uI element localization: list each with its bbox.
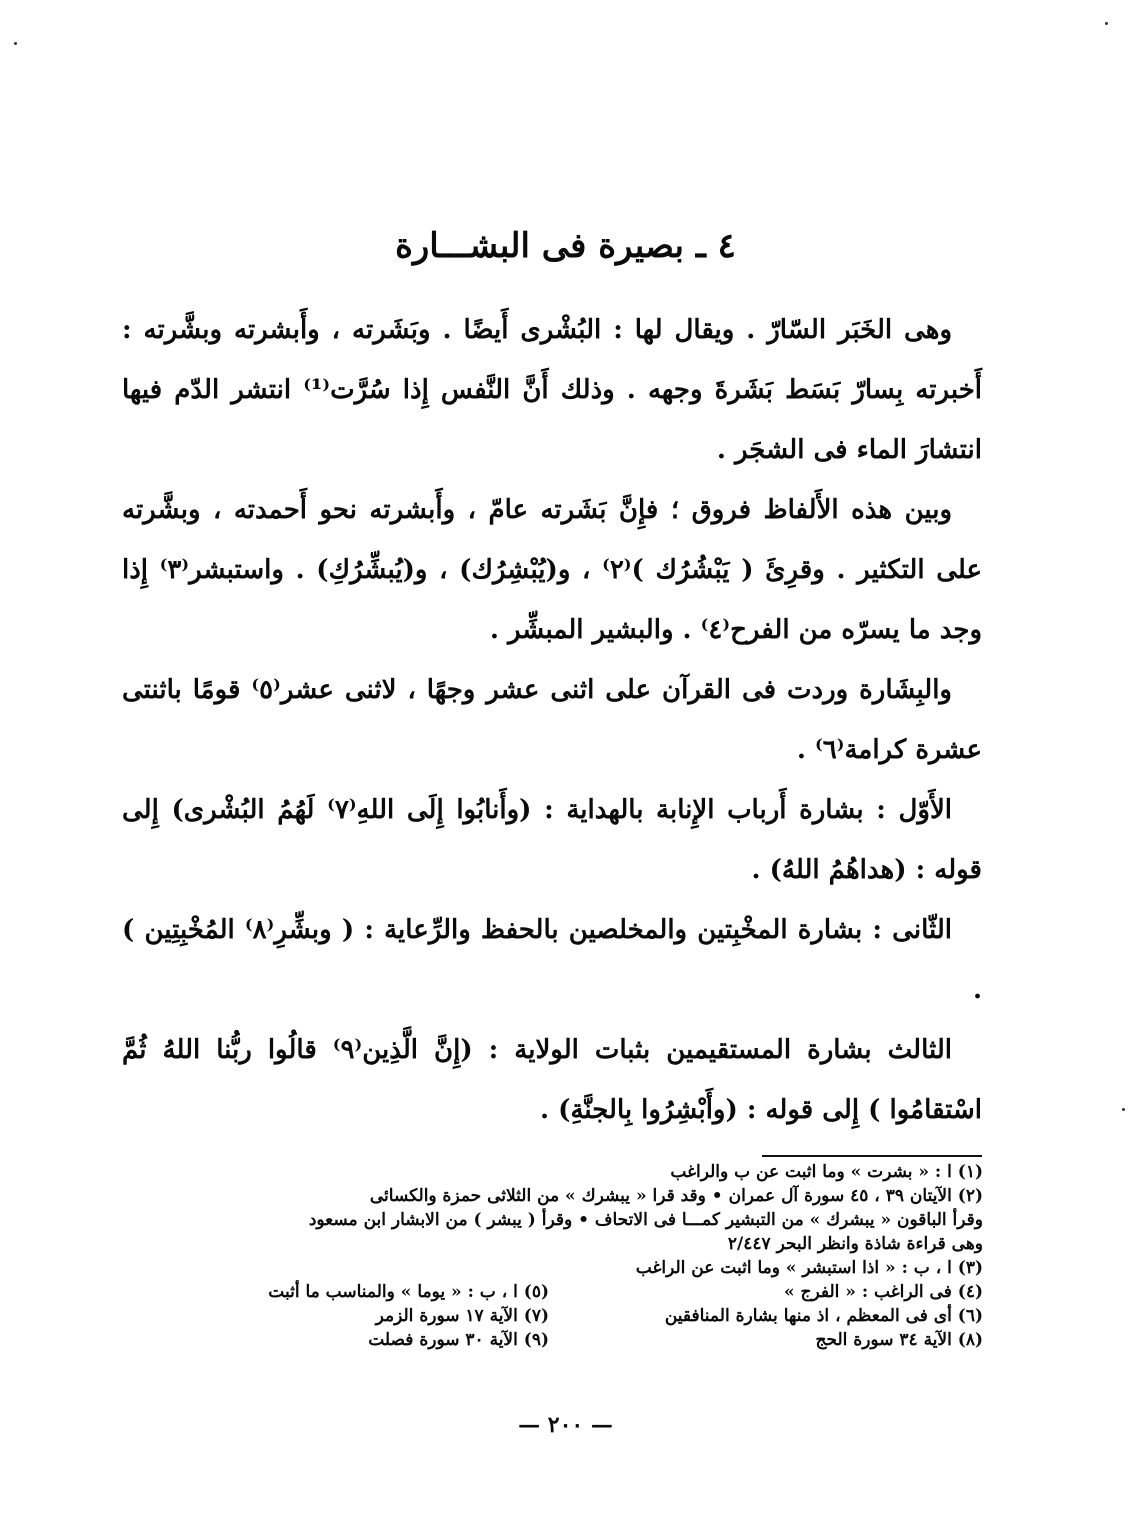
paragraph-text: الثالث بشارة المستقيمين بثبات الولاية : (إِنَّ الَّذِين⁽٩⁾ قالُوا ربُّنا اللهُ ثُمَّ اسْتقامُوا ) إِلى قوله : (وأَبْشِرُوا بِالجنَّةِ) . [122, 1035, 982, 1125]
paragraph [122, 300, 982, 480]
footnote-8: (٨) الآية ٣٤ سورة الحج [815, 1330, 983, 1350]
paragraph [122, 900, 982, 1020]
footnote-9: (٩) الآية ٣٠ سورة فصلت [368, 1330, 549, 1350]
footnote-row [115, 1304, 983, 1328]
paragraph [122, 780, 982, 900]
footnote-6: (٦) أى فى المعظم ، اذ منها بشارة المنافقين [664, 1306, 983, 1326]
page-number: — ٢٠٠ — [518, 1412, 613, 1438]
footnote-separator [762, 1155, 982, 1157]
paragraph-text: الأَوّل : بشارة أَرباب الإِنابة بالهداية : (وأَنابُوا إِلَى اللهِ⁽٧⁾ لَهُمُ البُشْرى) إِلى قوله : (هداهُمُ اللهُ) . [122, 795, 982, 885]
paragraph-text: الثّانى : بشارة المخْبِتين والمخلصين بالحفظ والرِّعاية : ( وبشِّرِ⁽٨⁾ المُخْبِتِين ) . [122, 915, 982, 1005]
scan-speck [1122, 1108, 1125, 1111]
paragraph-text: وبين هذه الأَلفاظ فروق ؛ فإِنَّ بَشَرته عامّ ، وأَبشرته نحو أَحمدته ، وبشَّرته على التكثير . وقرِئَ ( يَبْشُرُك )⁽٢⁾ ، و(يُبْشِرُك) ، و(يُبشِّرُكِ) . واستبشر⁽٣⁾ إِذا وجد ما يسرّه من الفرح⁽٤⁾ . والبشير المبشِّر . [122, 495, 982, 645]
footnote-2-continued: وقرأ الباقون « يبشرك » من التبشير كمـــا فى الاتحاف • وقرأ ( يبشر ) من الابشار ابن مسعود [308, 1210, 983, 1230]
footnote-3: (٣) ا ، ب : « اذا استبشر » وما اثبت عن الراغب [635, 1258, 983, 1278]
paragraph-text: وهى الخَبَر السّارّ . ويقال لها : البُشْرى أَيضًا . وبَشَرته ، وأَبشرته وبشَّرته : أَخبرته بِسارّ بَسَط بَشَرةَ وجهه . وذلك أَنَّ النَّفس إِذا سُرَّت⁽¹⁾ انتشر الدّم فيها انتشارَ الماء فى الشجَر . [122, 315, 982, 465]
footnote-5: (٥) ا ، ب : « يوما » والمناسب ما أثبت [268, 1282, 549, 1302]
paragraph-text: والبِشَارة وردت فى القرآن على اثنى عشر وجهًا ، لاثنى عشر⁽٥⁾ قومًا باثنتى عشرة كرامة⁽٦⁾ . [122, 675, 982, 765]
footnotes [115, 1160, 983, 1352]
section-title: ٤ ـ بصيرة فى البشـــارة [395, 226, 736, 266]
footnote-1: (١) ا : « بشرت » وما اثبت عن ب والراغب [670, 1162, 983, 1182]
scan-speck [14, 42, 17, 45]
footnote-2: (٢) الآيتان ٣٩ ، ٤٥ سورة آل عمران • وقد قرا « يبشرك » من الثلاثى حمزة والكسائى [369, 1186, 983, 1206]
footnote-7: (٧) الآية ١٧ سورة الزمر [375, 1306, 549, 1326]
scan-speck [1105, 22, 1108, 25]
footnote-row [115, 1280, 983, 1304]
main-text [122, 300, 982, 1140]
paragraph [122, 660, 982, 780]
paragraph [122, 1020, 982, 1140]
footnote-2-continued: وهى قراءة شاذة وانظر البحر ٢/٤٤٧ [727, 1234, 983, 1254]
paragraph [122, 480, 982, 660]
footnote-row [115, 1328, 983, 1352]
footnote-4: (٤) فى الراغب : « الفرج » [783, 1282, 983, 1302]
